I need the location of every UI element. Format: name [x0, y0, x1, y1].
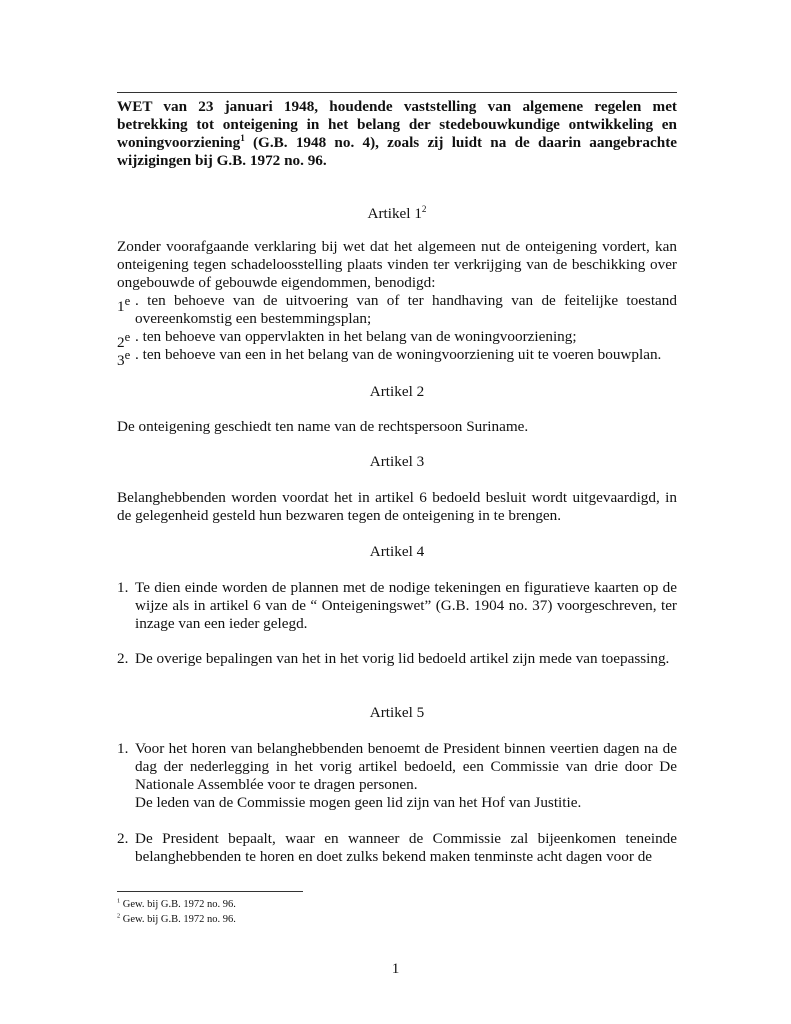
article-2-text: De onteigening geschiedt ten name van de rechtspersoon Suriname. [117, 418, 529, 435]
article-1-footnote-ref[interactable]: 2 [421, 203, 427, 214]
item-number [117, 292, 130, 316]
article-3-heading: Artikel 3 [369, 453, 425, 470]
item-num: 2. [117, 830, 129, 847]
article-2-heading: Artikel 2 [369, 383, 425, 400]
article-1-item [117, 328, 677, 352]
article-1-item [117, 292, 677, 328]
footnote-rule [117, 891, 303, 892]
item-num: 2. [117, 650, 129, 667]
page-number: 1 [391, 960, 400, 977]
document-title [117, 98, 677, 170]
article-4-item [117, 579, 677, 633]
title-main: WET van 23 januari 1948, houdende vaststelling van algemene regelen met betrekking tot onteigening in het belang der stedebouwkundige ontwikkeling en woningvoorziening [117, 98, 677, 151]
article-5-item [117, 830, 677, 866]
article-5-heading: Artikel 5 [369, 704, 425, 721]
top-rule [117, 92, 677, 93]
title-footnote-ref[interactable]: 1 [240, 132, 245, 143]
article-3-text: Belanghebbenden worden voordat het in artikel 6 bedoeld besluit wordt uitgevaardigd, in de gelegenheid gesteld hun bezwaren tegen de onteigening in te brengen. [117, 489, 677, 524]
item-text [135, 740, 677, 812]
article-4-item [117, 650, 677, 668]
item-ordinal: e [124, 348, 131, 362]
footnote-number: 1 [117, 897, 121, 905]
footnote-number: 2 [117, 912, 121, 920]
item-text-second: De leden van de Commissie mogen geen lid zijn van het Hof van Justitie. [135, 794, 582, 811]
item-num: 3 [117, 352, 125, 370]
item-num: 2 [117, 334, 125, 352]
article-1-item [117, 346, 677, 370]
article-4-heading: Artikel 4 [369, 543, 425, 560]
item-text: . ten behoeve van een in het belang van de woningvoorziening uit te voeren bouwplan. [135, 346, 662, 363]
item-ordinal: e [124, 294, 131, 308]
item-text: De overige bepalingen van het in het vorig lid bedoeld artikel zijn mede van toepassing. [135, 650, 670, 667]
item-num: 1. [117, 579, 129, 596]
article-1-intro: Zonder voorafgaande verklaring bij wet dat het algemeen nut de onteigening vordert, kan onteigening tegen schadeloosstelling plaats vinden ter verkrijging van de beschikking over ongebouwde of gebouwde eigendommen, benodigd: [117, 238, 677, 291]
item-text: De President bepaalt, waar en wanneer de Commissie zal bijeenkomen teneinde belanghebbenden te horen en doet zulks bekend maken tenminste acht dagen voor de [135, 830, 677, 865]
footnote [117, 914, 236, 926]
item-text: . ten behoeve van oppervlakten in het belang van de woningvoorziening; [135, 328, 577, 345]
article-heading-text: Artikel 1 [367, 205, 422, 222]
title-rest: (G.B. 1948 no. 4), zoals zij luidt na de daarin aangebrachte wijzigingen bij G.B. 1972 no. 96. [117, 134, 677, 169]
item-text: Te dien einde worden de plannen met de nodige tekeningen en figuratieve kaarten op de wijze als in artikel 6 van de “ Onteigeningswet” (G.B. 1904 no. 37) voorgeschreven, ter inzage van een ieder gelegd. [135, 579, 677, 632]
item-num: 1. [117, 740, 129, 757]
article-1-heading [117, 205, 677, 223]
footnote-text: Gew. bij G.B. 1972 no. 96. [120, 899, 236, 910]
footnote [117, 899, 236, 911]
item-ordinal: e [124, 330, 131, 344]
item-number [117, 346, 130, 370]
item-num: 1 [117, 298, 125, 316]
article-5-item [117, 740, 677, 812]
item-text-main: Voor het horen van belanghebbenden benoemt de President binnen veertien dagen na de dag der nederlegging in het vorig artikel bedoeld, een Commissie van drie door De Nationale Assemblée voor te dragen personen. [135, 740, 677, 793]
footnote-text: Gew. bij G.B. 1972 no. 96. [120, 914, 236, 925]
item-text: . ten behoeve van de uitvoering van of ter handhaving van de feitelijke toestand overeenkomstig een bestemmingsplan; [135, 292, 677, 327]
